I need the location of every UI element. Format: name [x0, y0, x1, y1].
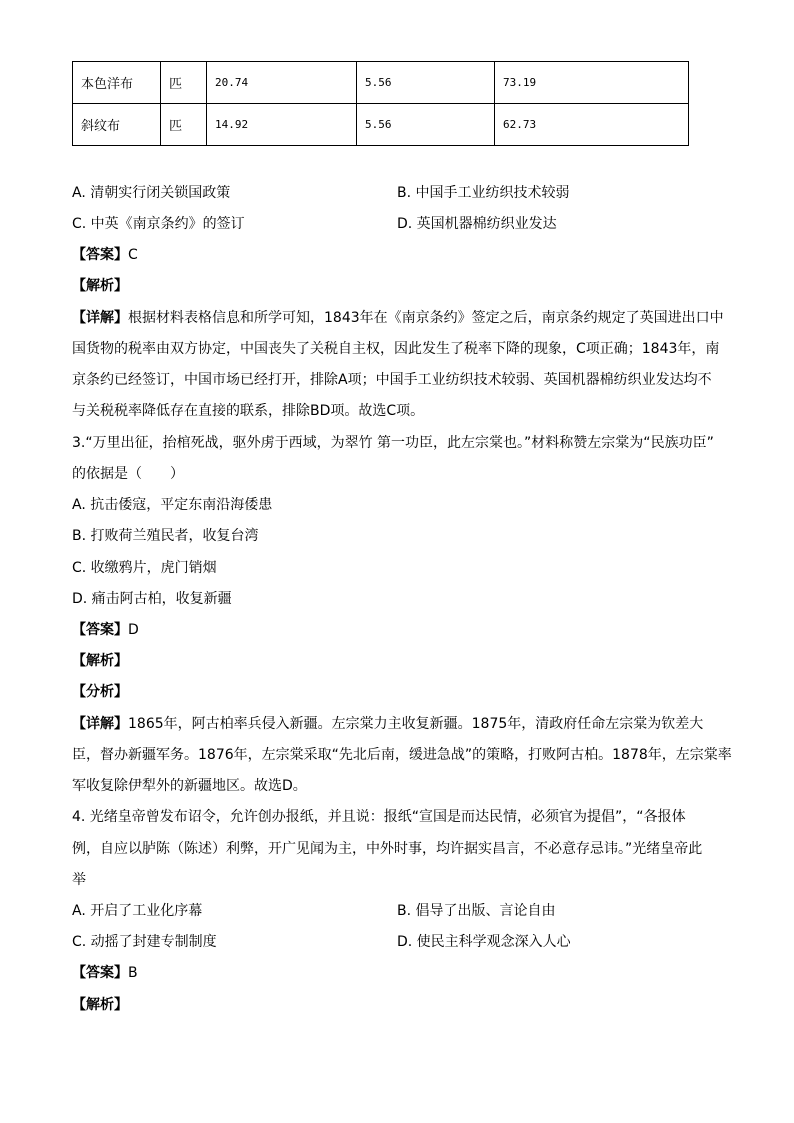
q3-option-b: B. 打败荷兰殖民者，收复台湾 — [72, 528, 259, 544]
q2-answer — [72, 245, 138, 265]
answer-value: D — [128, 622, 139, 638]
answer-value: C — [128, 247, 138, 263]
detail-text: 根据材料表格信息和所学可知，1843年在《南京条约》签定之后，南京条约规定了英国进出口中 — [128, 310, 724, 326]
table-cell-value: 73.19 — [495, 62, 689, 104]
q4-option-a: A. 开启了工业化序幕 — [72, 903, 203, 919]
q4-analysis-tag: 【解析】 — [72, 997, 128, 1013]
q3-detail-line: 臣，督办新疆军务。1876年，左宗棠采取“先北后南，缓进急战”的策略，打败阿古柏。1878年，左宗棠率 — [72, 747, 732, 763]
q3-answer — [72, 620, 139, 640]
detail-text: 1865年，阿古柏率兵侵入新疆。左宗棠力主收复新疆。1875年，清政府任命左宗棠为钦差大 — [128, 716, 704, 732]
q4-stem-line: 4. 光绪皇帝曾发布诏令，允许创办报纸，并且说：报纸“宣国是而达民情，必须官为提倡”，“各报体 — [72, 809, 686, 825]
q2-detail-line: 与关税税率降低存在直接的联系，排除BD项。故选C项。 — [72, 403, 425, 419]
q3-stem-line: 的依据是（ ） — [72, 466, 184, 482]
table-cell-value: 5.56 — [357, 104, 495, 146]
table-cell-unit: 匹 — [161, 62, 207, 104]
q4-answer — [72, 963, 138, 983]
table-row — [73, 62, 689, 104]
q2-detail-line: 国货物的税率由双方协定，中国丧失了关税自主权，因此发生了税率下降的现象，C项正确；1843年，南 — [72, 341, 720, 357]
q3-option-a: A. 抗击倭寇，平定东南沿海倭患 — [72, 497, 273, 513]
q2-option-c: C. 中英《南京条约》的签订 — [72, 216, 245, 232]
q2-option-b: B. 中国手工业纺织技术较弱 — [397, 185, 570, 201]
q3-fenxi-tag: 【分析】 — [72, 684, 128, 700]
table-cell-name: 斜纹布 — [73, 104, 161, 146]
q2-option-a: A. 清朝实行闭关锁国政策 — [72, 185, 231, 201]
q4-option-c: C. 动摇了封建专制制度 — [72, 934, 217, 950]
q2-option-d: D. 英国机器棉纺织业发达 — [397, 216, 557, 232]
q2-detail-line — [72, 308, 724, 328]
q3-detail-line: 军收复除伊犁外的新疆地区。故选D。 — [72, 778, 307, 794]
q4-stem-line: 举 — [72, 872, 86, 888]
answer-tag: 【答案】 — [72, 965, 128, 981]
table-cell-value: 14.92 — [207, 104, 357, 146]
q3-option-c: C. 收缴鸦片，虎门销烟 — [72, 560, 217, 576]
q3-analysis-tag: 【解析】 — [72, 653, 128, 669]
table-cell-value: 62.73 — [495, 104, 689, 146]
q4-option-d: D. 使民主科学观念深入人心 — [397, 934, 571, 950]
q2-analysis-tag: 【解析】 — [72, 278, 128, 294]
table-cell-unit: 匹 — [161, 104, 207, 146]
table-cell-name: 本色洋布 — [73, 62, 161, 104]
answer-tag: 【答案】 — [72, 622, 128, 638]
q2-detail-line: 京条约已经签订，中国市场已经打开，排除A项；中国手工业纺织技术较弱、英国机器棉纺织业发达均不 — [72, 372, 712, 388]
answer-value: B — [128, 965, 138, 981]
q4-option-b: B. 倡导了出版、言论自由 — [397, 903, 556, 919]
table-cell-value: 5.56 — [357, 62, 495, 104]
q3-stem-line: 3.“万里出征，抬棺死战，驱外虏于西域，为翠竹 第一功臣，此左宗棠也。”材料称赞左宗棠为“民族功臣” — [72, 435, 714, 451]
table-row — [73, 104, 689, 146]
detail-tag: 【详解】 — [72, 716, 128, 732]
answer-tag: 【答案】 — [72, 247, 128, 263]
q3-detail-line — [72, 714, 703, 734]
detail-tag: 【详解】 — [72, 310, 128, 326]
table-cell-value: 20.74 — [207, 62, 357, 104]
q4-stem-line: 例，自应以胪陈（陈述）利弊，开广见闻为主，中外时事，均许据实昌言，不必意存忌讳。”光绪皇帝此 — [72, 841, 703, 857]
q3-option-d: D. 痛击阿古柏，收复新疆 — [72, 591, 232, 607]
price-table — [72, 61, 689, 146]
